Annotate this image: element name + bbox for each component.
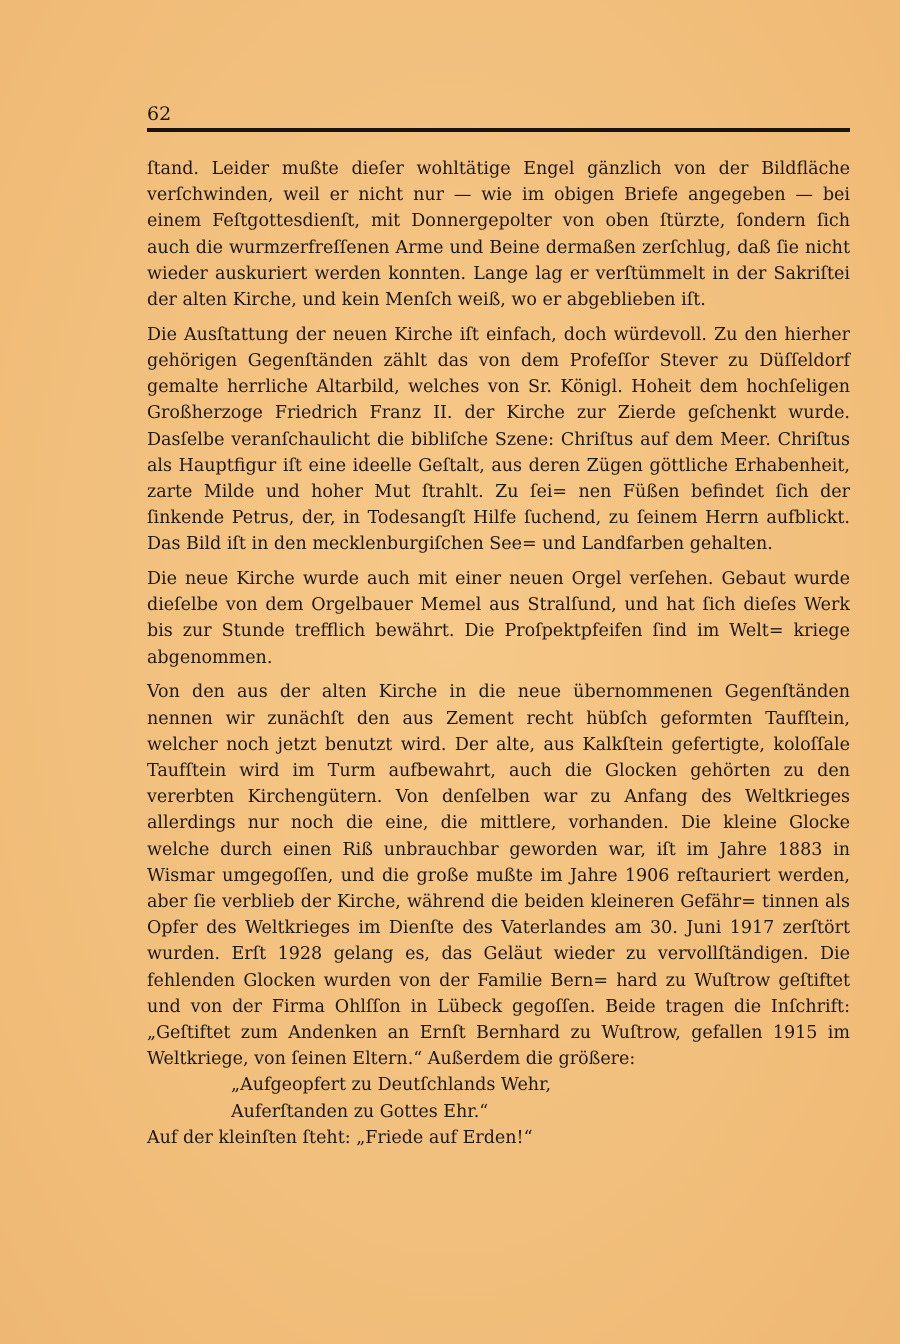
paragraph-organ: Die neue Kirche wurde auch mit einer neuen Orgel verſehen. Gebaut wurde dieſelbe von dem Orgelbauer Memel aus Stralſund, und hat ſich dieſes Werk bis zur Stunde trefflich bewährt. Die Proſpektpfeifen ſind im Welt= kriege abgenommen.: [147, 569, 850, 668]
header-rule: [147, 128, 850, 132]
closing-line: Auf der kleinſten ſteht: „Friede auf Erden!“: [147, 1127, 533, 1148]
paragraph-bells: Von den aus der alten Kirche in die neue übernommenen Gegenſtänden nennen wir zunächſt den aus Zement recht hübſch geformten Taufſtein, welcher noch jetzt benutzt wird. Der alte, aus Kalkſtein gefertigte, koloſſale Taufſtein wird im Turm aufbewahrt, auch die Glocken gehörten zu den vererbten Kirchengütern. Von denſelben war zu Anfang des Weltkrieges allerdings nur noch die eine, die mittlere, vorhanden. Die kleine Glocke welche durch einen Riß unbrauchbar geworden war, iſt im Jahre 1883 in Wismar umgegoſſen, und die große mußte im Jahre 1906 reſtauriert werden, aber ſie verblieb der Kirche, während die beiden kleineren Gefähr= tinnen als Opfer des Weltkrieges im Dienſte des Vaterlandes am 30. Juni 1917 zerſtört wurden. Erſt 1928 gelang es, das Geläut wieder zu vervollſtändigen. Die fehlenden Glocken wurden von der Familie Bern= hard zu Wuſtrow geſtiftet und von der Firma Ohlſſon in Lübeck gegoſſen. Beide tragen die Inſchrift: „Geſtiftet zum Andenken an Ernſt Bernhard zu Wuſtrow, gefallen 1915 im Weltkriege, von ſeinen Eltern.“ Außerdem die größere:: [147, 682, 850, 1070]
paragraph-angel: ſtand. Leider mußte dieſer wohltätige Engel gänzlich von der Bildfläche verſchwinden, weil er nicht nur — wie im obigen Briefe angegeben — bei einem Feſtgottesdienſt, mit Donnergepolter von oben ſtürzte, ſondern ſich auch die wurmzerfreſſenen Arme und Beine dermaßen zerſchlug, daß ſie nicht wieder auskuriert werden konnten. Lange lag er verſtümmelt in der Sakriſtei der alten Kirche, und kein Menſch weiß, wo er abgeblieben iſt.: [147, 159, 850, 311]
verse-line-2: Auferſtanden zu Gottes Ehr.“: [231, 1101, 489, 1122]
verse-line-1: „Aufgeopfert zu Deutſchlands Wehr,: [231, 1075, 552, 1096]
page-number: 62: [147, 103, 172, 125]
body-text: [147, 156, 850, 1151]
paragraph-altar: Die Ausſtattung der neuen Kirche iſt einfach, doch würdevoll. Zu den hierher gehörigen Gegenſtänden zählt das von dem Profeſſor Stever zu Düſſeldorf gemalte herrliche Altarbild, welches von Sr. Königl. Hoheit dem hochſeligen Großherzoge Friedrich Franz II. der Kirche zur Zierde geſchenkt wurde. Dasſelbe veranſchaulicht die bibliſche Szene: Chriſtus auf dem Meer. Chriſtus als Hauptfigur iſt eine ideelle Geſtalt, aus deren Zügen göttliche Erhabenheit, zarte Milde und hoher Mut ſtrahlt. Zu ſei= nen Füßen befindet ſich der ſinkende Petrus, der, in Todesangſt Hilfe ſuchend, zu ſeinem Herrn aufblickt. Das Bild iſt in den mecklenburgiſchen See= und Landfarben gehalten.: [147, 324, 850, 555]
